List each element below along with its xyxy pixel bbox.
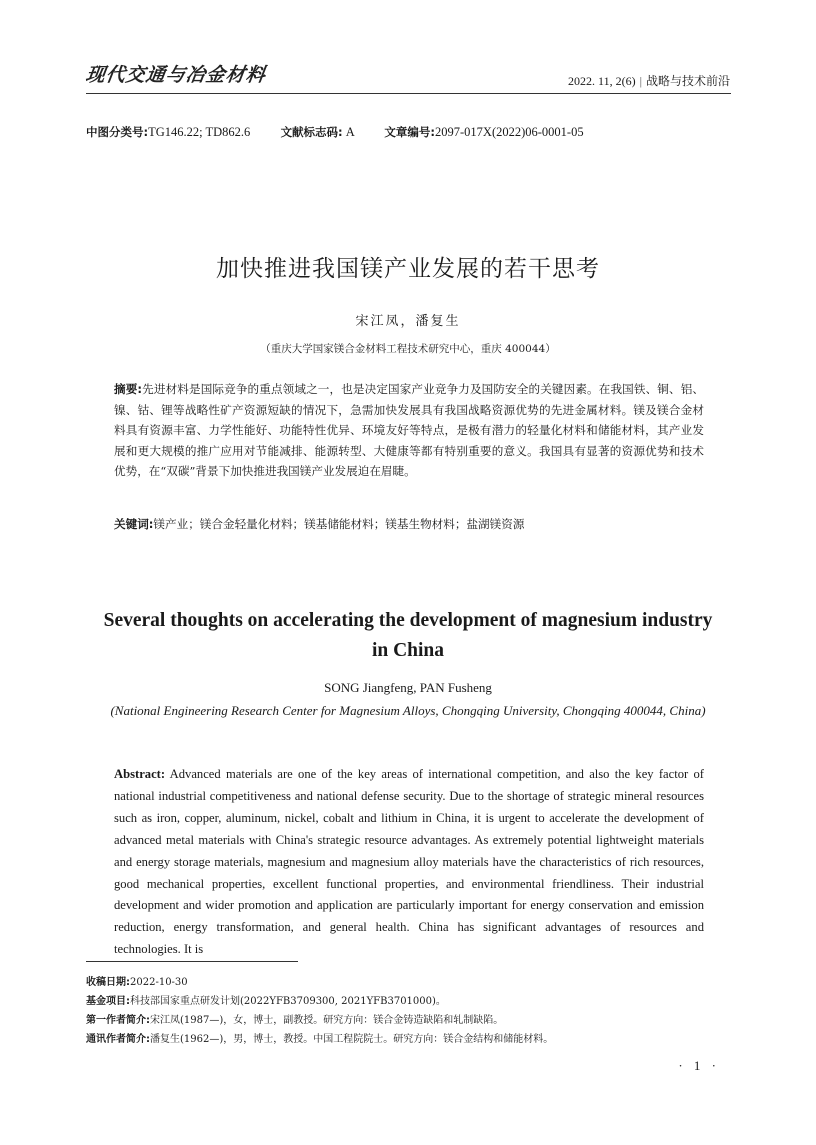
footnote-label: 基金项目: <box>86 996 130 1007</box>
title-chinese: 加快推进我国镁产业发展的若干思考 <box>216 256 600 282</box>
footnote-text: 科技部国家重点研发计划(2022YFB3709300, 2021YFB3701000)。 <box>130 996 446 1007</box>
footnote-text: 宋江凤(1987—)，女，博士，副教授。研究方向：镁合金铸造缺陷和轧制缺陷。 <box>150 1015 504 1026</box>
footnote-text: 潘复生(1962—)，男，博士，教授。中国工程院院士。研究方向：镁合金结构和储能材料。 <box>150 1034 554 1045</box>
issue-info: 2022. 11, 2(6) <box>568 74 636 88</box>
page-number: · 1 · <box>678 1058 720 1073</box>
authors-chinese: 宋江凤，潘复生 <box>355 314 461 329</box>
doc-code-value: A <box>345 125 355 139</box>
keywords-chinese <box>114 516 704 532</box>
abstract-chinese-text: 先进材料是国际竞争的重点领域之一，也是决定国家产业竞争力及国防安全的关键因素。在我国铁、铜、铝、镍、钴、锂等战略性矿产资源短缺的情况下，急需加快发展具有我国战略资源优势的先进金属材料。镁及镁合金材料具有资源丰富、力学性能好、功能特性优异、环境友好等特点，是极有潜力的轻量化材料和储能材料，其产业发展和更大规模的推广应用对节能减排、能源转型、大健康等都有特别重要的意义。我国具有显著的资源优势和技术优势，在“双碳”背景下加快推进我国镁产业发展迫在眉睫。 <box>114 382 704 478</box>
footnote-funding <box>86 992 736 1011</box>
clc-value: TG146.22; TD862.6 <box>148 125 251 139</box>
journal-logo: 现代交通与冶金材料 <box>84 64 268 86</box>
footnote-corresponding-author <box>86 1030 736 1049</box>
abstract-chinese <box>114 379 704 482</box>
footnote-received <box>86 973 736 992</box>
keywords-chinese-text: 镁产业；镁合金轻量化材料；镁基储能材料；镁基生物材料；盐湖镁资源 <box>153 517 525 531</box>
authors-english: SONG Jiangfeng, PAN Fusheng <box>324 680 492 695</box>
section-name: 战略与技术前沿 <box>645 74 730 88</box>
abstract-chinese-label: 摘要: <box>114 382 143 396</box>
footnote-label: 收稿日期: <box>86 977 130 988</box>
footnote-label: 通讯作者简介: <box>86 1034 150 1045</box>
footnote-first-author <box>86 1011 736 1030</box>
doc-code-label: 文献标志码: <box>280 125 343 139</box>
classification-line <box>86 124 584 140</box>
article-number-value: 2097-017X(2022)06-0001-05 <box>435 125 584 139</box>
abstract-english-label: Abstract: <box>114 767 166 781</box>
affiliation-english: (National Engineering Research Center for Magnesium Alloys, Chongqing University, Chongqing 400044, China) <box>110 703 706 718</box>
clc-label: 中图分类号: <box>86 125 149 139</box>
abstract-english <box>114 764 704 961</box>
footnotes <box>86 973 736 1049</box>
footnote-divider <box>86 961 298 962</box>
footnote-text: 2022-10-30 <box>130 977 188 988</box>
article-number-label: 文章编号: <box>384 125 435 139</box>
title-english: Several thoughts on accelerating the development of magnesium industry in China <box>103 610 713 661</box>
keywords-chinese-label: 关键词: <box>114 517 154 531</box>
footnote-label: 第一作者简介: <box>86 1015 150 1026</box>
header-divider <box>86 93 731 94</box>
abstract-english-text: Advanced materials are one of the key areas of international competition, and also the key factor of national industrial competitiveness and national defense security. Due to the shortage of strategic mineral resources such as iron, copper, aluminum, nickel, cobalt and lithium in China, it is urgent to accelerate the development of advanced metal materials with China's strategic resource advantages. As extremely potential lightweight materials and energy storage materials, magnesium and magnesium alloy materials have the characteristics of rich resources, good mechanical properties, excellent functional properties, and environmental friendliness. Their industrial development and wider promotion and application are particularly important for energy conservation and emission reduction, energy transformation, and general health. China has significant advantages of resources and technologies. It is <box>114 767 704 957</box>
affiliation-chinese: （重庆大学国家镁合金材料工程技术研究中心，重庆 400044） <box>260 343 556 355</box>
running-header: 2022. 11, 2(6) | 战略与技术前沿 <box>568 74 730 88</box>
